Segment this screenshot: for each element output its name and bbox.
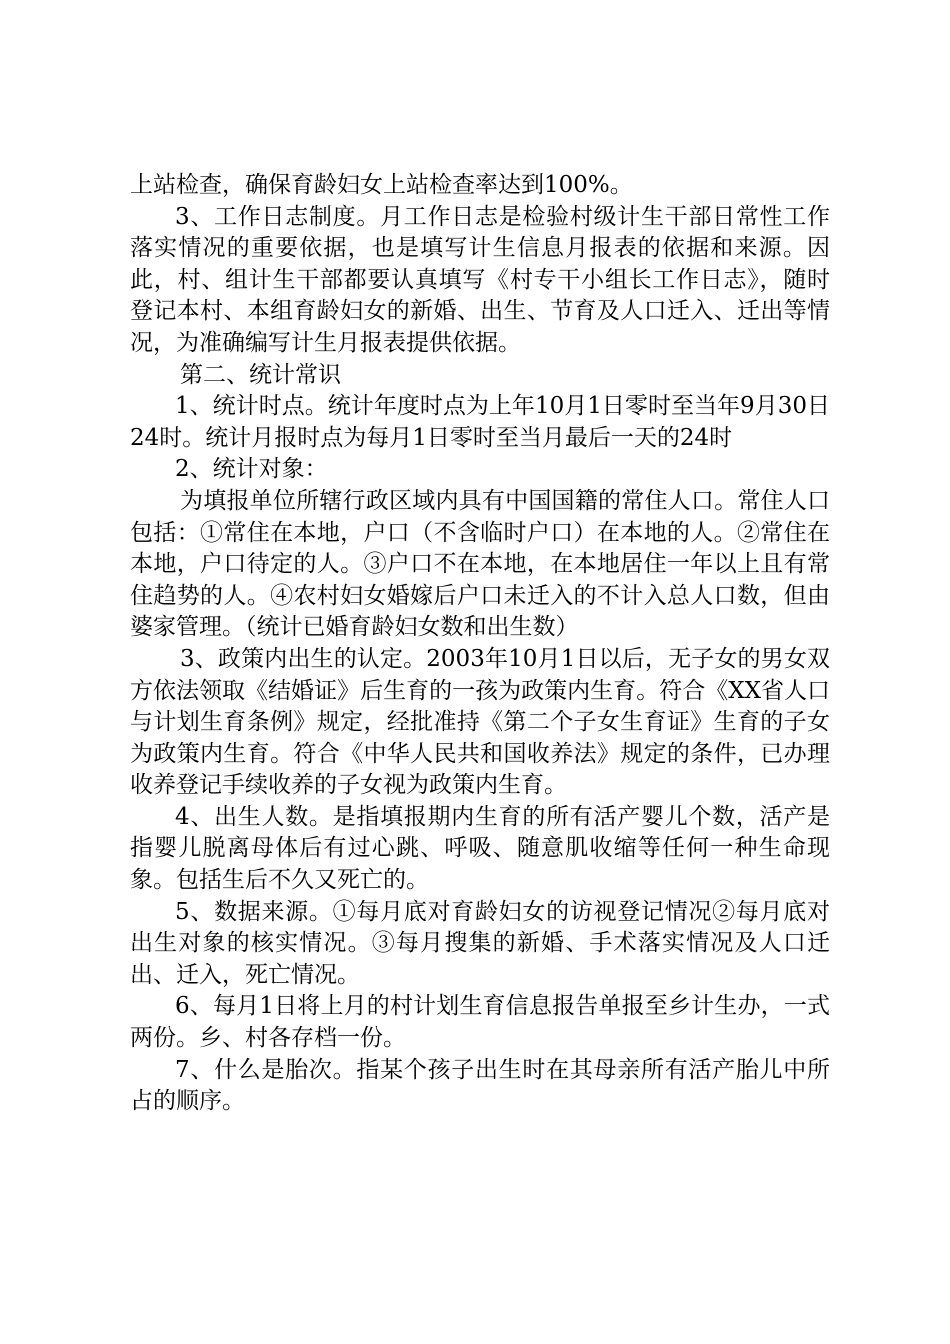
paragraph-checkup-continuation: 上站检查，确保育龄妇女上站检查率达到100%。 (130, 172, 633, 198)
document-body (130, 170, 830, 1118)
paragraph-statistical-time-point: 1、统计时点。统计年度时点为上年10月1日零时至当年9月30日24时。统计月报时点为每月1日零时至当月最后一天的24时 (130, 393, 830, 451)
section-heading-statistics-basics: 第二、统计常识 (180, 361, 341, 388)
paragraph-resident-population: 为填报单位所辖行政区域内具有中国国籍的常住人口。常住人口包括：①常住在本地，户口（不含临时户口）在本地的人。②常住在本地，户口待定的人。③户口不在本地，在本地居住一年以上且有常住趋势的人。④农村妇女婚嫁后户口未迁入的不计入总人口数，但由婆家管理。（统计已婚育龄妇女数和出生数） (130, 487, 830, 641)
paragraph-statistical-objects: 2、统计对象： (175, 456, 328, 483)
paragraph-data-source: 5、数据来源。①每月底对育龄妇女的访视登记情况②每月底对出生对象的核实情况。③每月搜集的新婚、手术落实情况及人口迁出、迁入，死亡情况。 (130, 898, 830, 988)
paragraph-birth-order: 7、什么是胎次。指某个孩子出生时在其母亲所有活产胎儿中所占的顺序。 (130, 1056, 830, 1115)
paragraph-work-log-system: 3、工作日志制度。月工作日志是检验村级计生干部日常性工作落实情况的重要依据，也是填写计生信息月报表的依据和来源。因此，村、组计生干部都要认真填写《村专干小组长工作日志》，随时登记本村、本组育龄妇女的新婚、出生、节育及人口迁入、迁出等情况，为准确编写计生月报表提供依据。 (130, 203, 830, 356)
paragraph-policy-birth: 3、政策内出生的认定。2003年10月1日以后，无子女的男女双方依法领取《结婚证》后生育的一孩为政策内生育。符合《XX省人口与计划生育条例》规定，经批准持《第二个子女生育证》生育的子女为政策内生育。符合《中华人民共和国收养法》规定的条件，已办理收养登记手续收养的子女视为政策内生育。 (130, 645, 830, 799)
paragraph-birth-count: 4、出生人数。是指填报期内生育的所有活产婴儿个数，活产是指婴儿脱离母体后有过心跳、呼吸、随意肌收缩等任何一种生命现象。包括生后不久又死亡的。 (130, 803, 830, 894)
paragraph-monthly-report: 6、每月1日将上月的村计划生育信息报告单报至乡计生办，一式两份。乡、村各存档一份。 (130, 993, 830, 1052)
